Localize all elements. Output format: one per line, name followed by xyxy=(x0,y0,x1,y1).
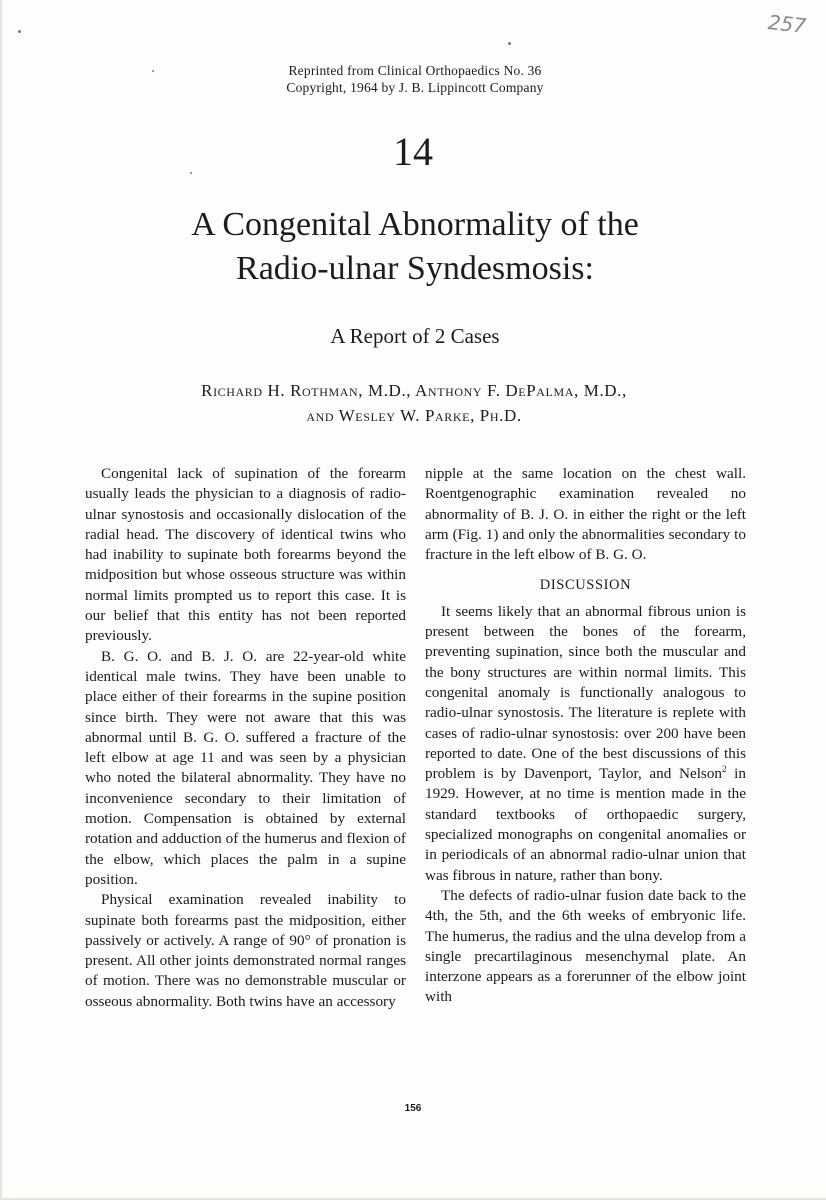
paragraph-case-history: B. G. O. and B. J. O. are 22-year-old white identical male twins. They have been unable to place either of their forearms in the supine position since birth. They were not aware that this was abnormal until B. G. O. suffered a fracture of the left elbow at age 11 and was seen by a physician who noted the bilateral abnormality. They have no inconvenience secondary to their limitation of motion. Compensation is obtained by external rotation and adduction of the humerus and flexion of the elbow, which places the palm in a supine position. xyxy=(85,647,406,888)
paragraph-continuation: nipple at the same location on the chest wall. Roentgenographic examination revealed no abnormality of B. J. O. in either the right or the left arm (Fig. 1) and only the abnormalities secondary to fracture in the left elbow of B. G. O. xyxy=(425,465,746,564)
article-subtitle: A Report of 2 Cases xyxy=(330,324,500,348)
paragraph-discussion xyxy=(425,602,746,886)
dust-speck xyxy=(18,30,21,33)
reprint-line-1: Reprinted from Clinical Orthopaedics No. 36 xyxy=(288,63,542,78)
right-column xyxy=(425,464,746,1008)
title-line-2: Radio-ulnar Syndesmosis: xyxy=(236,250,594,287)
page-number: 156 xyxy=(404,1103,422,1114)
reprint-line-2: Copyright, 1964 by J. B. Lippincott Company xyxy=(286,80,544,95)
article-title xyxy=(0,203,826,291)
paragraph-introduction: Congenital lack of supination of the forearm usually leads the physician to a diagnosis of radio-ulnar synostosis and occasionally dislocation of the radial head. The discovery of identical twins who had inability to supinate both forearms beyond the midposition but whose osseous structure was within normal limits prompted us to report this case. It is our belief that this entity has not been reported previously. xyxy=(85,465,406,645)
reference-superscript: 2 xyxy=(722,764,727,775)
reprint-notice xyxy=(0,62,826,96)
author-list xyxy=(0,378,826,428)
section-heading-discussion: DISCUSSION xyxy=(539,577,632,594)
discussion-text-b: in 1929. However, at no time is mention made in the standard textbooks of orthopaedic surgery, specialized monographs on congenital anomalies or in periodicals of an abnormal radio-ulnar union that was fibrous in nature, rather than bony. xyxy=(425,765,746,884)
chapter-number: 14 xyxy=(393,129,433,174)
dust-speck xyxy=(508,42,511,45)
left-column xyxy=(85,464,406,1012)
paragraph-embryology: The defects of radio-ulnar fusion date back to the 4th, the 5th, and the 6th weeks of embryonic life. The humerus, the radius and the ulna develop from a single precartilaginous mesenchymal plate. An interzone appears as a forerunner of the elbow joint with xyxy=(425,886,746,1006)
authors-line-2: and Wesley W. Parke, Ph.D. xyxy=(306,406,522,425)
handwritten-page-annotation: 257 xyxy=(766,10,808,38)
paragraph-physical-exam: Physical examination revealed inability to supinate both forearms past the midposition, either passively or actively. A range of 90° of pronation is present. All other joints demonstrated normal ranges of motion. There was no demonstrable muscular or osseous abnormality. Both twins have an accessory xyxy=(85,891,406,1010)
title-line-1: A Congenital Abnormality of the xyxy=(191,206,639,243)
authors-line-1: Richard H. Rothman, M.D., Anthony F. DePalma, M.D., xyxy=(201,381,627,400)
discussion-text-a: It seems likely that an abnormal fibrous union is present between the bones of the forearm, preventing supination, since both the muscular and the bony structures are within normal limits. This congenital anomaly is functionally analogous to radio-ulnar synostosis. The literature is replete with cases of radio-ulnar synostosis: over 200 have been reported to date. One of the best discussions of this problem is by Davenport, Taylor, and Nelson xyxy=(425,602,746,783)
